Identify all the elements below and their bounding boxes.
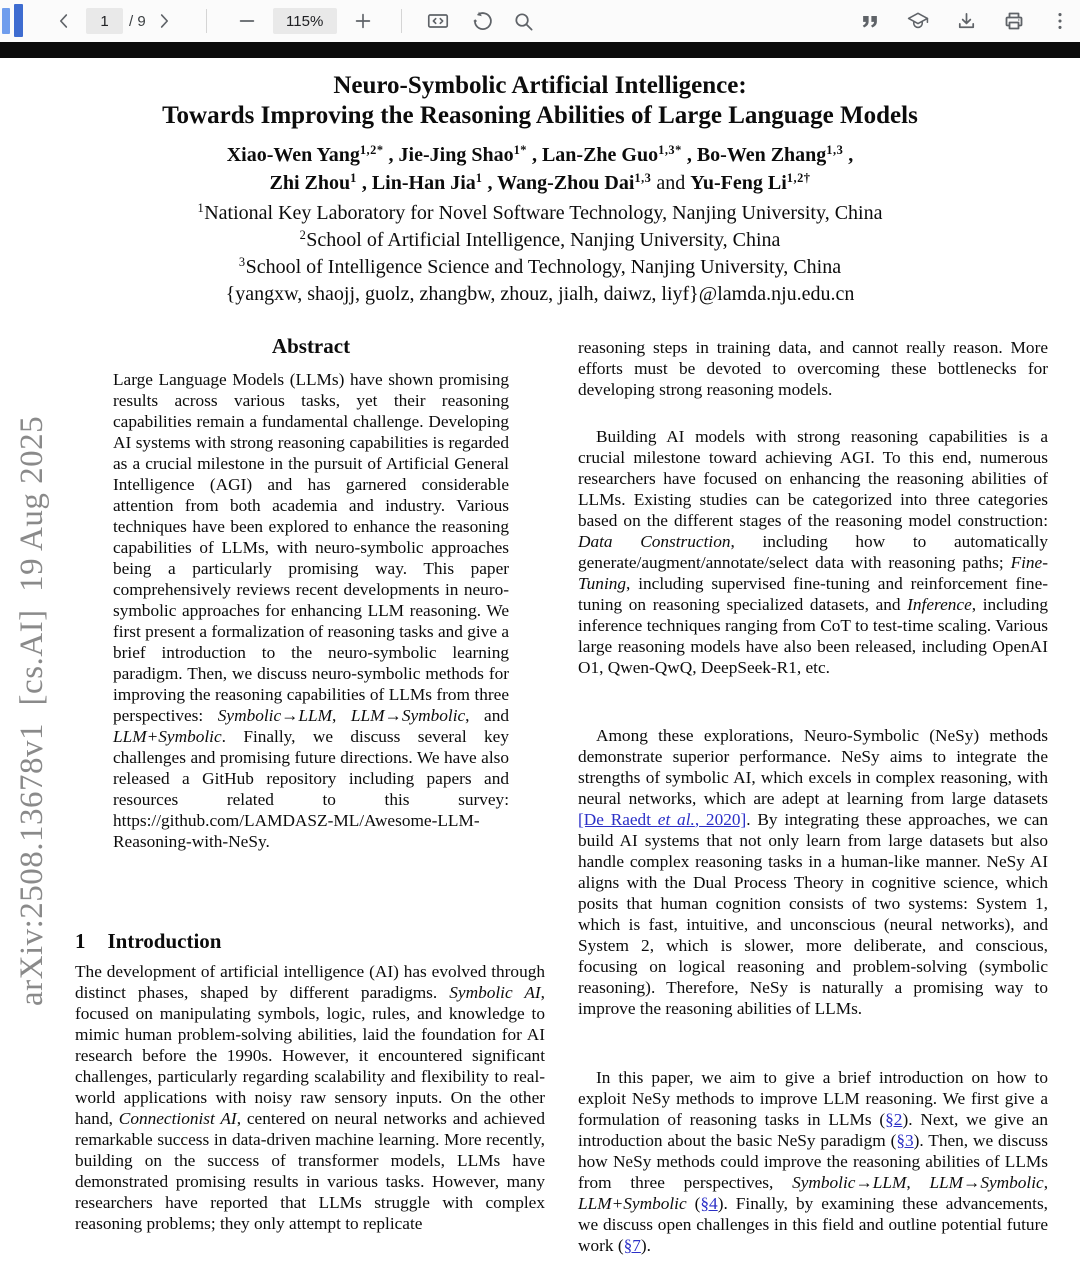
text-segment: ). Then, we discuss how NeSy methods could improve the reasoning abilities of LLMs from three perspectives, [578, 1131, 1048, 1192]
inline-link[interactable]: §2 [885, 1110, 903, 1129]
fit-width-button[interactable] [426, 9, 450, 33]
text-segment: Yu-Feng Li [690, 172, 787, 194]
section-1-heading [75, 929, 221, 954]
authors-line1 [0, 144, 1080, 167]
text-segment: , [843, 144, 854, 166]
inline-link[interactable]: , 2020] [694, 810, 747, 829]
text-segment: Symbolic AI [449, 983, 541, 1002]
text-segment: National Key Laboratory for Novel Software Technology, Nanjing University, China [204, 202, 883, 224]
section-number: 1 [75, 929, 86, 953]
text-segment: , focused on manipulating symbols, logic, rules, and knowledge to mimic human problem-solving abilities, laid the foundation for AI research before the 1990s. However, it encountered significant challenges, particularly regarding scalability and flexibility to real-world applications with noisy raw sensory inputs. On the other hand, [75, 983, 545, 1128]
print-icon[interactable] [1002, 9, 1026, 33]
text-segment: 1* [513, 143, 527, 158]
text-segment: , [332, 706, 351, 725]
page-count-label: / 9 [129, 12, 146, 30]
text-segment: and [651, 172, 691, 194]
inline-link[interactable]: et al. [657, 810, 695, 829]
app-logo-icon [0, 3, 25, 39]
text-segment: . By integrating these approaches, we can build AI systems that not only learn from large datasets but also handle complex reasoning tasks in a human-like manner. NeSy AI aligns with the Dual Process Theory in cognitive science, which posits that human cognition consists of two systems: System 1, which is fast, intuitive, and unconscious (neural networks), and System 2, which is slower, more deliberate, and conscious, focusing on logical reasoning and problem-solving (symbolic reasoning). Therefore, NeSy is naturally a promising way to improve the reasoning abilities of LLMs. [578, 810, 1049, 1018]
text-segment: , [1043, 1173, 1049, 1192]
intro-paragraph-1 [75, 961, 545, 1234]
text-segment: , Lan-Zhe Guo [526, 144, 659, 166]
column2-paragraph-4 [578, 1067, 1048, 1256]
download-icon[interactable] [954, 9, 978, 33]
text-segment: 1,2† [786, 171, 811, 186]
toolbar-divider [401, 9, 402, 33]
pdf-viewer-toolbar [0, 0, 1080, 42]
text-segment: , Lin-Han Jia [356, 172, 476, 194]
text-segment: , including how to automatically generate/augment/annotate/select data with reasoning paths; [578, 532, 1048, 572]
column2-paragraph-2 [578, 426, 1048, 678]
column2-paragraph-1 [578, 337, 1048, 400]
text-segment: Symbolic→LLM [792, 1173, 907, 1192]
text-segment: Connectionist AI [118, 1109, 237, 1128]
text-segment: LLM→Symbolic [929, 1173, 1044, 1192]
text-segment: ( [686, 1194, 701, 1213]
text-segment: , Wang-Zhou Dai [482, 172, 635, 194]
text-segment: Xiao-Wen Yang [226, 144, 360, 166]
text-segment: ). Next, we give an introduction about the basic NeSy paradigm ( [578, 1110, 1048, 1150]
text-segment: Zhi Zhou [269, 172, 351, 194]
inline-link[interactable]: §3 [896, 1131, 914, 1150]
next-page-button[interactable] [152, 9, 176, 33]
text-segment: , Jie-Jing Shao [383, 144, 514, 166]
text-segment: 3 [238, 255, 246, 270]
inline-link[interactable]: [De Raedt [578, 810, 658, 829]
column2-paragraph-3 [578, 725, 1048, 1019]
pdf-page [0, 58, 1080, 1278]
text-segment: reasoning steps in training data, and cannot really reason. More efforts must be devoted to overcoming these bottlenecks for developing strong reasoning models. [578, 338, 1048, 399]
text-segment: , including inference techniques ranging from CoT to test-time scaling. Various large reasoning models have also been released, including OpenAI O1, Qwen-QwQ, DeepSeek-R1, etc. [578, 595, 1048, 677]
text-segment: School of Artificial Intelligence, Nanjing University, China [306, 229, 781, 251]
text-segment: In this paper, we aim to give a brief introduction on how to exploit NeSy methods to improve LLM reasoning. We first give a formulation of reasoning tasks in LLMs ( [578, 1068, 1048, 1129]
text-segment: Data Construction [578, 532, 731, 551]
text-segment: Inference [907, 595, 972, 614]
text-segment: 1 [350, 171, 357, 186]
inline-link[interactable]: §7 [623, 1236, 641, 1255]
abstract-paragraph [113, 369, 509, 852]
email-line: {yangxw, shaojj, guolz, zhangbw, zhouz, jialh, daiwz, liyf}@lamda.nju.edu.cn [225, 283, 855, 305]
authors-line2 [0, 172, 1080, 195]
text-segment: Fine-Tuning [578, 553, 1048, 593]
inline-link[interactable]: §4 [700, 1194, 718, 1213]
search-icon[interactable] [512, 9, 536, 33]
citation-quote-icon[interactable] [858, 9, 882, 33]
affiliation-3 [0, 256, 1080, 279]
page-number-input[interactable] [86, 8, 123, 34]
affiliation-1 [0, 202, 1080, 225]
text-segment: , centered on neural networks and achieved remarkable success in data-driven machine learning. More recently, building on the success of transformer models, LLMs have demonstrated promising results in various tasks. However, many researchers have reported that LLMs struggle with complex reasoning problems; they only attempt to replicate [75, 1109, 545, 1233]
text-segment: , Bo-Wen Zhang [681, 144, 827, 166]
section-title: Introduction [107, 929, 222, 953]
rotate-reset-button[interactable] [470, 9, 494, 33]
text-segment: , and [465, 706, 510, 725]
previous-page-button[interactable] [52, 9, 76, 33]
zoom-level-display[interactable]: 115% [273, 8, 337, 34]
text-segment: ). [640, 1236, 651, 1255]
text-segment: ). Finally, by examining these advancements, we discuss open challenges in this field and outline potential future work ( [578, 1194, 1048, 1255]
text-segment: , [906, 1173, 930, 1192]
text-segment: LLM+Symbolic [113, 727, 222, 746]
text-segment: . Finally, we discuss several key challenges and promising future directions. We have also released a GitHub repository including papers and resources related to this survey: https://github.com/LAMDASZ-ML/Awesome-LLM-Reasoning-with-NeSy. [113, 727, 509, 851]
abstract-heading: Abstract [271, 334, 351, 358]
more-options-kebab-icon[interactable] [1048, 9, 1072, 33]
text-segment: 1,3* [658, 143, 682, 158]
text-segment: 1 [197, 201, 205, 216]
scholar-cap-icon[interactable] [906, 9, 930, 33]
text-segment: 2 [299, 228, 307, 243]
paper-title-line2: Towards Improving the Reasoning Abilities of Large Language Models [162, 102, 918, 129]
text-segment: LLM→Symbolic [350, 706, 466, 725]
text-segment: LLM+Symbolic [578, 1194, 687, 1213]
text-segment: Among these explorations, Neuro-Symbolic (NeSy) methods demonstrate superior performance. NeSy aims to integrate the strengths of symbolic AI, which excels in complex reasoning, with neural networks, which are adept at learning from large datasets [578, 726, 1048, 808]
zoom-in-button[interactable] [351, 9, 375, 33]
text-segment: School of Intelligence Science and Technology, Nanjing University, China [245, 256, 842, 278]
viewer-background-strip [0, 42, 1080, 58]
text-segment: Large Language Models (LLMs) have shown promising results across various tasks, yet their reasoning capabilities remain a fundamental challenge. Developing AI systems with strong reasoning capabilities is regarded as a crucial milestone in the pursuit of Artificial General Intelligence (AGI) and has garnered considerable attention from both academia and industry. Various techniques have been explored to enhance the reasoning capabilities of LLMs, with neuro-symbolic approaches being a particularly promising way. This paper comprehensively reviews recent developments in neuro-symbolic approaches for enhancing LLM reasoning. We first present a formalization of reasoning tasks and give a brief introduction to the neuro-symbolic learning paradigm. Then, we discuss neuro-symbolic methods for improving the reasoning capabilities of LLMs from three perspectives: [113, 370, 509, 725]
paper-title-line1: Neuro-Symbolic Artificial Intelligence: [333, 72, 747, 99]
text-segment: Symbolic→LLM [217, 706, 333, 725]
text-segment: 1,3 [634, 171, 652, 186]
text-segment: 1,3 [826, 143, 844, 158]
text-segment: 1 [475, 171, 483, 186]
toolbar-divider [206, 9, 207, 33]
zoom-out-button[interactable] [235, 9, 259, 33]
affiliation-2 [0, 229, 1080, 252]
arxiv-watermark: arXiv:2508.13678v1 [cs.AI] 19 Aug 2025 [14, 415, 50, 1006]
text-segment: The development of artificial intelligence (AI) has evolved through distinct phases, shaped by different paradigms. [75, 962, 545, 1002]
text-segment: 1,2* [359, 143, 384, 158]
text-segment: , including supervised fine-tuning and reinforcement fine-tuning on reasoning specialized datasets, and [578, 574, 1048, 614]
text-segment: Building AI models with strong reasoning capabilities is a crucial milestone toward achieving AGI. To this end, numerous researchers have focused on enhancing the reasoning abilities of LLMs. Existing studies can be categorized into three categories based on the different stages of the reasoning model construction: [578, 427, 1048, 530]
